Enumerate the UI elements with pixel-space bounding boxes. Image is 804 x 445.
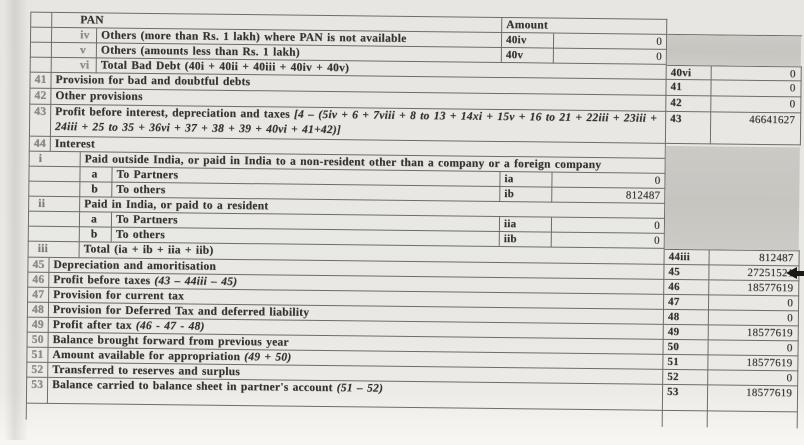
desc-text: Profit before interest, depreciation and taxes — [55, 105, 291, 121]
outer-code-cell: 47 — [664, 295, 709, 311]
outer-code-cell: 52 — [663, 370, 708, 386]
spacer-cell — [708, 411, 798, 428]
outer-code-cell: 44iii — [665, 249, 710, 266]
spacer-cell — [30, 28, 52, 43]
spacer-cell — [663, 411, 708, 428]
row-number: 46 — [27, 273, 49, 288]
row-desc: Interest — [51, 137, 666, 159]
row-desc: Paid in India, or paid to a resident — [80, 197, 665, 219]
sub-number: iv — [52, 28, 97, 44]
code-cell: ib — [500, 187, 552, 203]
row-number: 53 — [26, 378, 48, 404]
outer-code-cell: 51 — [663, 355, 708, 371]
row-number: 45 — [27, 258, 49, 273]
outer-code-cell: 40vi — [667, 65, 712, 81]
sub-letter: b — [80, 227, 112, 242]
row-number: 47 — [27, 288, 49, 303]
sub-number: v — [52, 43, 97, 59]
amount-cell: 0 — [552, 233, 665, 249]
desc-text: Amount available for appropriation — [52, 348, 241, 364]
row-number: 52 — [26, 363, 48, 378]
outer-code-cell: 48 — [664, 310, 709, 326]
row-number: 48 — [27, 303, 49, 318]
sub-letter: a — [80, 212, 112, 227]
row-desc: To Partners — [112, 213, 500, 232]
row-desc: Others (more than Rs. 1 lakh) where PAN is not available — [97, 28, 502, 48]
sub-number: i — [29, 152, 81, 168]
code-cell: ia — [500, 172, 552, 188]
sub-letter: b — [80, 182, 112, 197]
spacer-cell — [28, 167, 80, 183]
formula-text: (51 – 52) — [336, 382, 384, 395]
spacer-cell — [30, 58, 52, 73]
amount-cell: 812487 — [552, 188, 665, 204]
formula-text: [4 – (5iv + 6 + 7viii + 8 to 13 + 14xi + 15v + 16 to 21 + 22iii + 23iii + 24iii + 25 to 35 + 36vi + 37 + 38 + 39 + 40vi + 41+42)] — [54, 108, 658, 137]
outer-amount-cell: 18577619 — [709, 280, 799, 296]
outer-amount-cell: 18577619 — [708, 355, 798, 371]
outer-code-cell: 43 — [666, 112, 711, 145]
code-cell: 40v — [502, 48, 554, 64]
row-number: 44 — [29, 137, 51, 152]
left-arrow-icon — [786, 267, 804, 280]
outer-amount-cell: 18577619 — [708, 385, 798, 412]
row-number: 43 — [29, 105, 51, 137]
row-number: 51 — [26, 348, 48, 363]
spacer-cell — [28, 227, 80, 243]
outer-amount-cell: 0 — [708, 370, 798, 386]
row-desc: Provision for bad and doubtful debts — [51, 73, 666, 96]
row-desc: To others — [112, 228, 500, 247]
row-desc: Balance brought forward from previous year — [49, 333, 664, 355]
outer-code-cell: 45 — [664, 265, 709, 281]
row-desc: Others (amounts less than Rs. 1 lakh) — [97, 43, 502, 63]
profit-loss-table — [26, 12, 803, 429]
amount-header: Amount — [502, 17, 667, 35]
outer-amount-cell: 0 — [709, 295, 799, 311]
shaded-cell-block-top — [667, 35, 801, 67]
desc-text: Profit after tax — [52, 318, 132, 332]
outer-amount-cell: 0 — [711, 96, 801, 113]
row-desc: Paid outside India, or paid in India to a non-resident other than a company or a foreign company — [81, 152, 666, 174]
outer-amount-cell: 812487 — [710, 249, 800, 266]
spacer-cell — [667, 19, 802, 37]
outer-amount-cell: 27251521 — [709, 265, 799, 281]
outer-code-cell: 42 — [666, 96, 711, 113]
row-desc: Total Bad Debt (40i + 40ii + 40iii + 40iv + 40v) — [97, 58, 667, 79]
outer-amount-cell: 0 — [712, 65, 802, 81]
scan-gutter-shadow — [4, 0, 28, 440]
outer-amount-cell: 0 — [711, 80, 801, 97]
code-cell: iib — [500, 232, 552, 248]
outer-amount-cell: 18577619 — [709, 325, 799, 341]
sub-letter: a — [80, 167, 112, 182]
sub-number: ii — [28, 197, 80, 213]
row-desc: Transferred to reserves and surplus — [48, 363, 663, 385]
pan-header: PAN — [52, 12, 502, 33]
amount-cell: 0 — [552, 173, 665, 189]
spacer-cell — [30, 43, 52, 58]
row-desc: Total (ia + ib + iia + iib) — [80, 242, 665, 265]
sub-number: iii — [28, 242, 80, 259]
outer-code-cell: 46 — [664, 280, 709, 296]
shaded-cell-block-interest — [665, 146, 800, 251]
spacer-cell — [28, 182, 80, 198]
row-desc: To Partners — [112, 168, 500, 187]
desc-text: Profit before taxes — [53, 273, 151, 288]
outer-code-cell: 41 — [666, 80, 711, 97]
formula-text: (46 - 47 - 48) — [135, 319, 205, 333]
formula-text: (43 – 44iii – 45) — [154, 275, 238, 288]
outer-amount-cell: 0 — [708, 340, 798, 356]
outer-amount-cell: 46641627 — [711, 112, 801, 145]
row-desc: Provision for Deferred Tax and deferred liability — [49, 303, 664, 325]
row-number: 42 — [29, 89, 51, 105]
row-number: 41 — [29, 73, 51, 89]
amount-cell: 0 — [552, 218, 665, 234]
amount-cell: 0 — [554, 34, 667, 50]
sub-number: vi — [52, 58, 97, 74]
row-desc: Depreciation and amoritisation — [49, 258, 664, 280]
outer-amount-cell: 0 — [709, 310, 799, 326]
spacer-cell — [30, 12, 52, 28]
spacer-cell — [28, 212, 80, 228]
row-number: 50 — [27, 333, 49, 348]
outer-code-cell: 53 — [663, 385, 708, 412]
row-desc: Provision for current tax — [49, 288, 664, 310]
outer-code-cell: 49 — [664, 325, 709, 341]
row-number: 49 — [27, 318, 49, 333]
formula-text: (49 + 50) — [244, 351, 292, 364]
outer-code-cell: 50 — [663, 340, 708, 356]
row-desc: Other provisions — [51, 89, 666, 112]
amount-cell: 0 — [554, 49, 667, 65]
row-desc: To others — [112, 183, 500, 202]
code-cell: 40iv — [502, 33, 554, 49]
code-cell: iia — [500, 217, 552, 233]
desc-text: Balance carried to balance sheet in partner's account — [52, 378, 333, 395]
